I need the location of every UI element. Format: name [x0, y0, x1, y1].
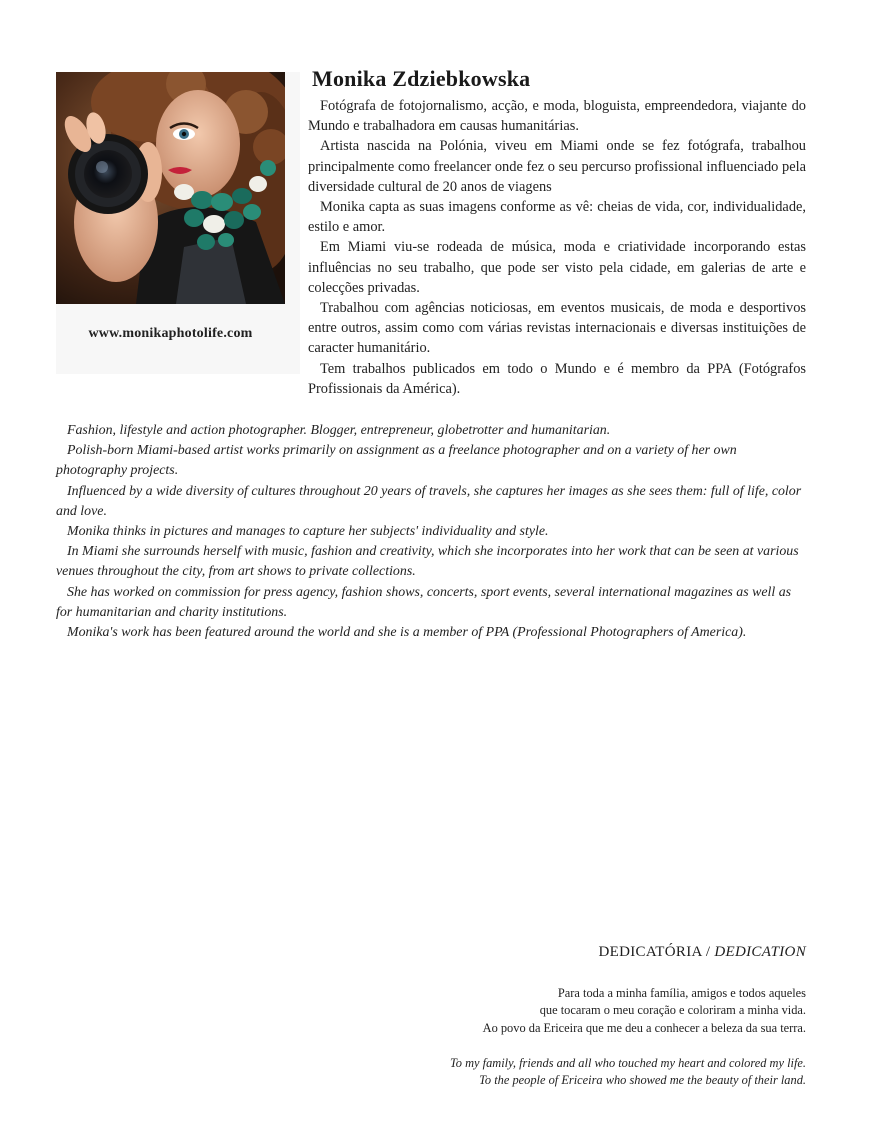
website-caption: www.monikaphotolife.com — [88, 326, 253, 341]
en-bio-paragraph: Polish-born Miami-based artist works primarily on assignment as a freelance photographer and on a variety of her own photography projects. — [56, 443, 737, 479]
dedication-title-separator: / — [701, 944, 715, 960]
pt-bio-paragraph: Monika capta as suas imagens conforme as vê: cheias de vida, cor, individualidade, estilo e amor. — [308, 199, 806, 236]
dedication-heading — [599, 944, 807, 961]
author-photo — [56, 72, 285, 304]
dedication-portuguese — [483, 985, 806, 1037]
pt-bio-paragraph: Fotógrafa de fotojornalismo, acção, e moda, bloguista, empreendedora, viajante do Mundo e trabalhadora em causas humanitárias. — [308, 98, 806, 135]
dedication-line: To my family, friends and all who touched my heart and colored my life. — [450, 1056, 806, 1070]
author-name-heading: Monika Zdziebkowska — [312, 66, 531, 91]
portuguese-biography — [308, 96, 806, 399]
english-biography — [56, 421, 807, 643]
en-bio-paragraph: She has worked on commission for press agency, fashion shows, concerts, sport events, several international magazines as well as for humanitarian and charity institutions. — [56, 584, 792, 620]
dedication-line: Ao povo da Ericeira que me deu a conhecer a beleza da sua terra. — [482, 1020, 806, 1035]
dedication-line: que tocaram o meu coração e coloriram a minha vida. — [539, 1003, 806, 1018]
pt-bio-paragraph: Trabalhou com agências noticiosas, em eventos musicais, de moda e desportivos entre outros, assim como com várias revistas internacionais e diversas instituições de caracter humanitário. — [308, 300, 806, 357]
pt-bio-paragraph: Artista nascida na Polónia, viveu em Miami onde se fez fotógrafa, trabalhou principalmente como freelancer onde fez o seu percurso profissional influenciado pela diversidade cultural de 20 anos de viagens — [308, 138, 806, 195]
author-photo-card — [56, 72, 300, 374]
dedication-line: Para toda a minha família, amigos e todos aqueles — [557, 986, 806, 1000]
pt-bio-paragraph: Em Miami viu-se rodeada de música, moda e criatividade incorporando estas influências no seu trabalho, que pode ser visto pela cidade, em galerias de arte e colecções privadas. — [308, 239, 806, 296]
en-bio-paragraph: In Miami she surrounds herself with music, fashion and creativity, which she incorporates into her work that can be seen at various venues throughout the city, from art shows to private collections. — [56, 544, 799, 580]
dedication-title-en: DEDICATION — [714, 944, 806, 960]
dedication-english — [450, 1055, 806, 1090]
en-bio-paragraph: Monika's work has been featured around the world and she is a member of PPA (Professional Photographers of America). — [67, 625, 747, 641]
en-bio-paragraph: Monika thinks in pictures and manages to capture her subjects' individuality and style. — [67, 524, 549, 540]
pt-bio-paragraph: Tem trabalhos publicados em todo o Mundo e é membro da PPA (Fotógrafos Profissionais da América). — [308, 360, 806, 397]
en-bio-paragraph: Fashion, lifestyle and action photographer. Blogger, entrepreneur, globetrotter and humanitarian. — [67, 423, 611, 438]
dedication-title-pt: DEDICATÓRIA — [598, 944, 702, 960]
author-portrait-image — [56, 72, 285, 304]
dedication-line: To the people of Ericeira who showed me the beauty of their land. — [479, 1073, 806, 1088]
en-bio-paragraph: Influenced by a wide diversity of cultures throughout 20 years of travels, she captures her images as she sees them: full of life, color and love. — [56, 483, 802, 519]
